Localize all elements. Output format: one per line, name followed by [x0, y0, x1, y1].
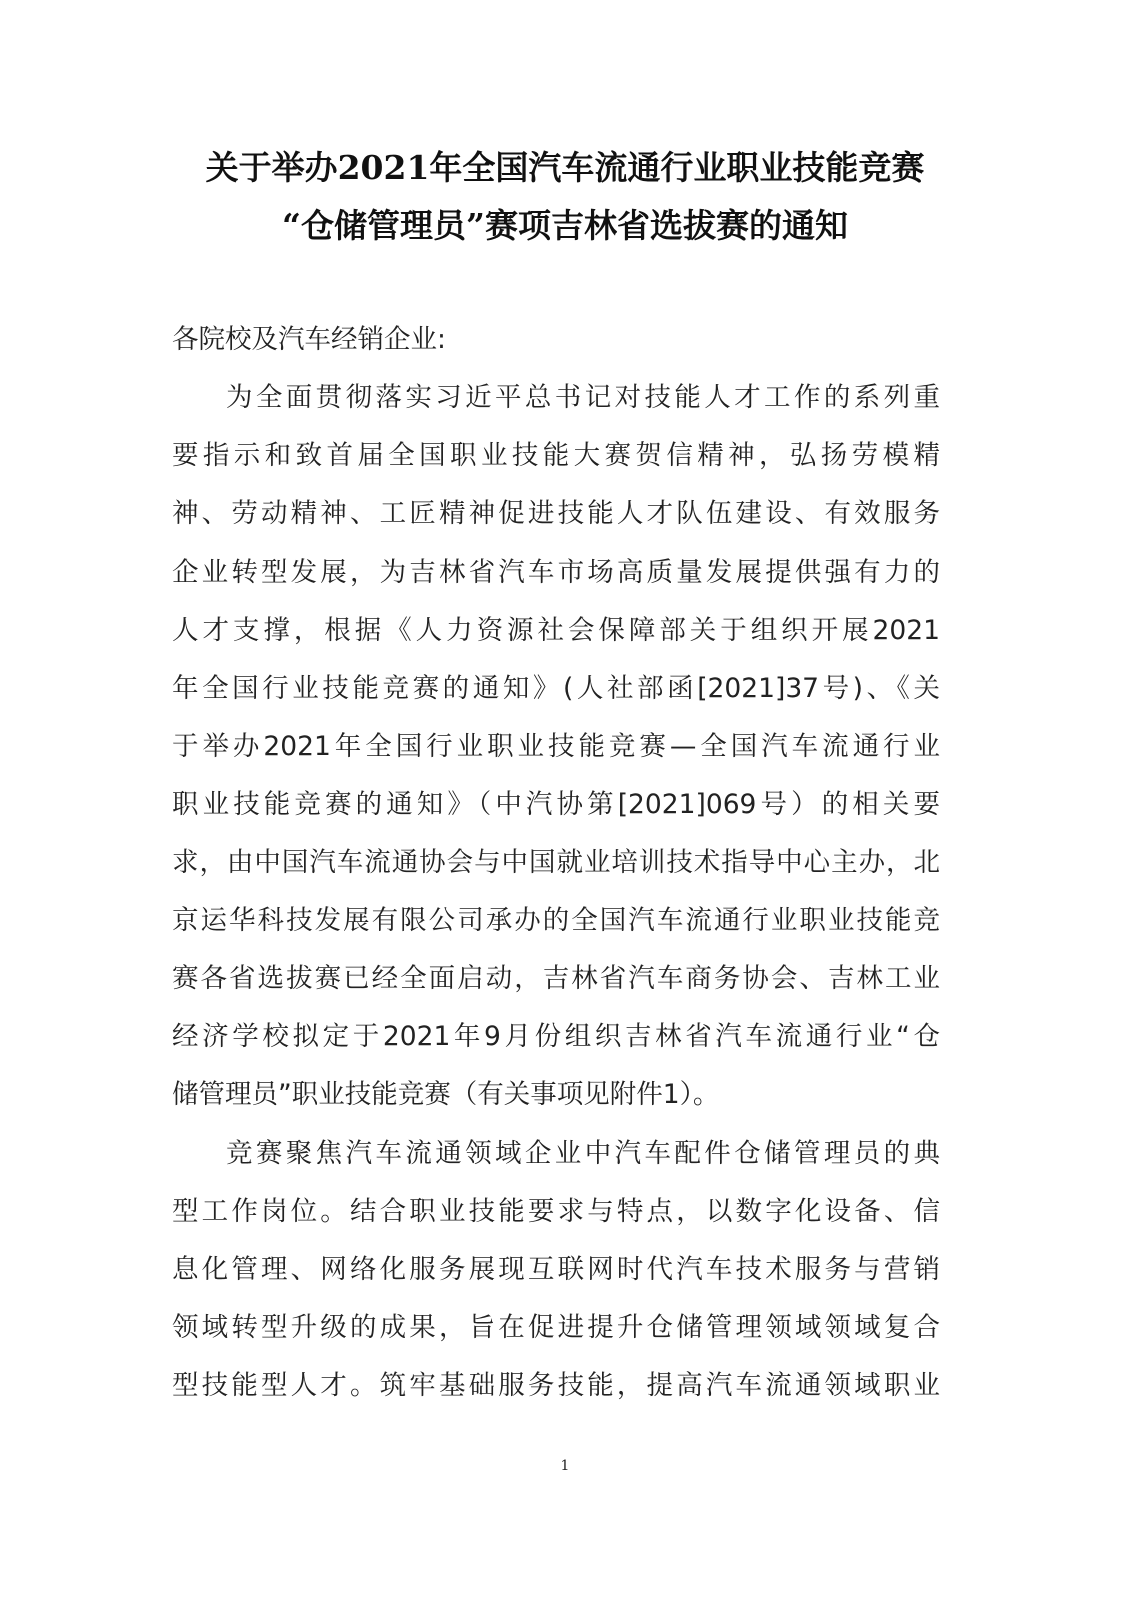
- page-number: 1: [560, 1458, 570, 1474]
- body-line: 竞赛聚焦汽车流通领域企业中汽车配件仓储管理员的典: [226, 1138, 940, 1169]
- body-line: 年全国行业技能竞赛的通知》(人社部函[2021]37号)、《关: [172, 673, 940, 704]
- body-line: 人才支撑，根据《人力资源社会保障部关于组织开展2021: [172, 615, 940, 646]
- body-line: 神、劳动精神、工匠精神促进技能人才队伍建设、有效服务: [172, 498, 940, 529]
- body-line: 于举办2021年全国行业职业技能竞赛—全国汽车流通行业: [172, 731, 940, 762]
- body-line: 赛各省选拔赛已经全面启动，吉林省汽车商务协会、吉林工业: [172, 963, 940, 994]
- body-line: 储管理员”职业技能竞赛（有关事项见附件1）。: [172, 1079, 720, 1110]
- body-line: 型工作岗位。结合职业技能要求与特点，以数字化设备、信: [172, 1196, 940, 1227]
- body-line: 企业转型发展，为吉林省汽车市场高质量发展提供强有力的: [172, 557, 940, 588]
- body-line: 要指示和致首届全国职业技能大赛贺信精神，弘扬劳模精: [172, 440, 940, 471]
- body-line: 京运华科技发展有限公司承办的全国汽车流通行业职业技能竞: [172, 905, 940, 936]
- body-line: 职业技能竞赛的通知》（中汽协第[2021]069号）的相关要: [172, 789, 940, 820]
- body-line: 型技能型人才。筑牢基础服务技能，提高汽车流通领域职业: [172, 1370, 940, 1401]
- body-line: 求，由中国汽车流通协会与中国就业培训技术指导中心主办，北: [172, 847, 940, 878]
- document-title-line-2: “仓储管理员”赛项吉林省选拔赛的通知: [282, 206, 848, 245]
- document-title-line-1: 关于举办2021年全国汽车流通行业职业技能竞赛: [205, 148, 925, 187]
- body-line: 领域转型升级的成果，旨在促进提升仓储管理领域领域复合: [172, 1312, 940, 1343]
- body-line: 为全面贯彻落实习近平总书记对技能人才工作的系列重: [226, 382, 940, 413]
- body-line: 息化管理、网络化服务展现互联网时代汽车技术服务与营销: [172, 1254, 940, 1285]
- salutation: 各院校及汽车经销企业:: [172, 324, 446, 355]
- body-line: 经济学校拟定于2021年9月份组织吉林省汽车流通行业“仓: [172, 1021, 940, 1052]
